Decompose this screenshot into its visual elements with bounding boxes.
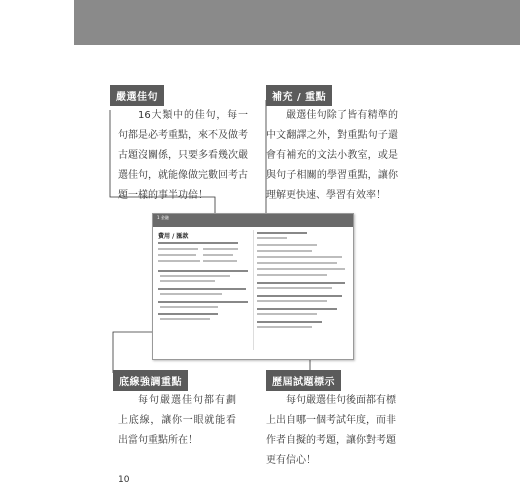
book-text-line [257, 300, 327, 302]
label-past-exam-marks: 歷屆試題標示 [266, 370, 341, 391]
book-text-line [203, 248, 238, 250]
book-chapter-bar [153, 214, 353, 227]
book-text-line [160, 293, 222, 295]
book-text-line [257, 282, 345, 284]
book-text-line [158, 288, 246, 290]
book-text-line [160, 306, 218, 308]
book-text-line [158, 254, 196, 256]
book-page-divider [253, 230, 254, 350]
book-text-line [257, 287, 332, 289]
book-section-title: 費用 / 匯款 [158, 233, 189, 240]
book-text-line [257, 308, 337, 310]
book-text-line [257, 262, 337, 264]
label-supplement: 補充 / 重點 [266, 85, 332, 106]
book-text-line [257, 256, 342, 258]
book-text-line [257, 321, 322, 323]
paragraph-selected-sentences: 16大類中的佳句，每一句都是必考重點，來不及做考古題沒關係，只要多看幾次嚴選佳句，就能像做完數回考古題一樣的事半功倍！ [118, 110, 248, 201]
book-text-line [203, 260, 237, 262]
book-text-line [158, 301, 248, 303]
book-text-line [158, 313, 218, 315]
book-text-line [257, 250, 312, 252]
label-selected-sentences: 嚴選佳句 [110, 85, 164, 106]
book-text-line [257, 237, 287, 239]
book-text-line [158, 270, 248, 272]
book-text-line [257, 268, 345, 270]
book-text-line [158, 260, 200, 262]
book-text-line [158, 248, 198, 250]
paragraph-underline-emphasis: 每句嚴選佳句都有劃上底線，讓你一眼就能看出當句重點所在！ [118, 395, 236, 446]
book-text-line [160, 318, 210, 320]
paragraph-past-exam-marks: 每句嚴選佳句後面都有標上出自哪一個考試年度，而非作者自擬的考題，讓你對考題更有信心！ [266, 395, 396, 466]
header-bar [74, 0, 520, 45]
book-text-line [257, 313, 317, 315]
label-underline-emphasis: 底線強調重點 [113, 370, 188, 391]
book-chapter-tab: 1 金融 [157, 215, 169, 220]
book-text-line [257, 326, 312, 328]
page-number: 10 [118, 475, 130, 485]
book-text-line [160, 275, 230, 277]
book-page-sample [152, 213, 354, 360]
book-text-line [257, 232, 307, 234]
book-text-line [158, 242, 238, 244]
book-text-line [160, 280, 215, 282]
book-text-line [257, 295, 342, 297]
book-text-line [203, 254, 233, 256]
book-text-line [257, 274, 327, 276]
paragraph-supplement: 嚴選佳句除了皆有精準的中文翻譯之外，對重點句子還會有補充的文法小教室，或是與句子相關的學習重點，讓你理解更快速、學習有效率！ [266, 110, 398, 201]
book-text-line [257, 244, 317, 246]
